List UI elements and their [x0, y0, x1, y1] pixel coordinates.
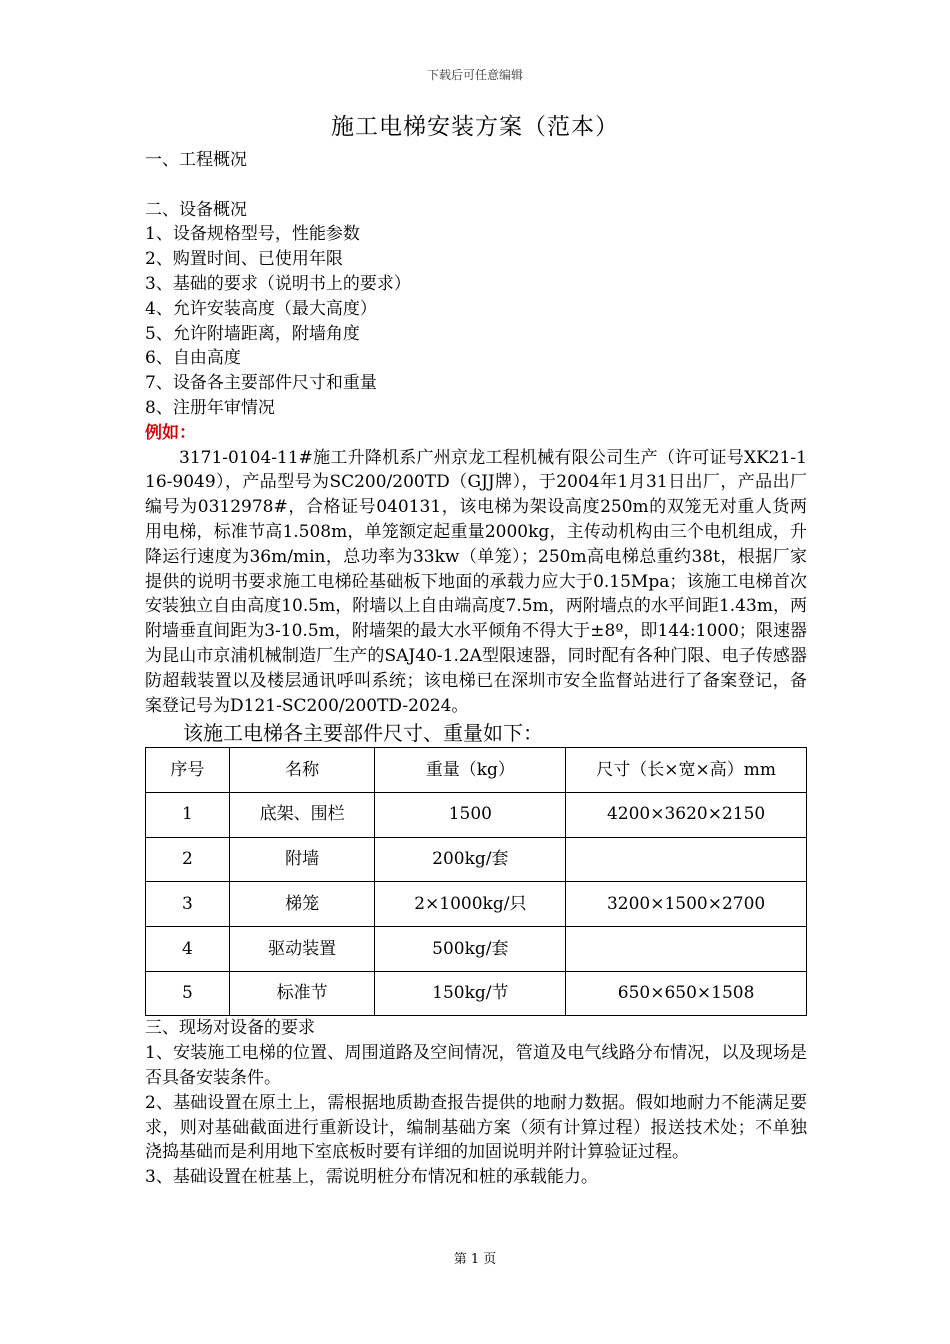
example-label: 例如：	[145, 422, 196, 443]
table-cell: 3200×1500×2700	[566, 882, 807, 927]
table-caption: 该施工电梯各主要部件尺寸、重量如下：	[183, 721, 543, 746]
section-heading-2: 二、设备概况	[145, 199, 247, 220]
table-cell: 标准节	[229, 971, 375, 1016]
table-row	[146, 927, 807, 972]
list-item: 2、购置时间、已使用年限	[145, 249, 343, 270]
example-paragraph: 3171-0104-11#施工升降机系广州京龙工程机械有限公司生产（许可证号XK21-116-9049），产品型号为SC200/200TD（GJJ牌），于2004年1月31日出厂，产品出厂编号为0312978#，合格证号040131，该电梯为架设高度250m的双笼无对重人货两用电梯，标准节高1.508m，单笼额定起重量2000kg，主传动机构由三个电机组成，升降运行速度为36m/min，总功率为33kw（单笼）；250m高电梯总重约38t，根据厂家提供的说明书要求施工电梯砼基础板下地面的承载力应大于0.15Mpa；该施工电梯首次安装独立自由高度10.5m，附墙以上自由端高度7.5m，两附墙点的水平间距1.43m，两附墙垂直间距为3-10.5m，附墙架的最大水平倾角不得大于±8º，即144:1000；限速器为昆山市京浦机械制造厂生产的SAJ40-1.2A型限速器，同时配有各种门限、电子传感器防超载装置以及楼层通讯呼叫系统；该电梯已在深圳市安全监督站进行了备案登记，备案登记号为D121-SC200/200TD-2024。	[145, 447, 807, 716]
table-header-cell: 名称	[229, 748, 375, 793]
table-cell: 2×1000kg/只	[375, 882, 566, 927]
table-cell: 500kg/套	[375, 927, 566, 972]
requirement-item: 2、基础设置在原土上，需根据地质勘查报告提供的地耐力数据。假如地耐力不能满足要求，则对基础截面进行重新设计，编制基础方案（须有计算过程）报送技术处；不单独浇捣基础而是利用地下室底板时要有详细的加固说明并附计算验证过程。	[145, 1092, 807, 1163]
table-header-cell: 尺寸（长×宽×高）mm	[566, 748, 807, 793]
list-item: 6、自由高度	[145, 348, 241, 369]
table-cell: 附墙	[229, 837, 375, 882]
table-cell: 650×650×1508	[566, 971, 807, 1016]
blank-line	[145, 173, 807, 198]
requirement-item: 1、安装施工电梯的位置、周围道路及空间情况，管道及电气线路分布情况，以及现场是否具备安装条件。	[145, 1043, 807, 1089]
section-heading-3: 三、现场对设备的要求	[145, 1018, 315, 1039]
table-cell: 1500	[375, 793, 566, 838]
table-row	[146, 971, 807, 1016]
header-note: 下载后可任意编辑	[426, 68, 523, 82]
list-item: 7、设备各主要部件尺寸和重量	[145, 373, 377, 394]
table-cell	[566, 927, 807, 972]
document-title: 施工电梯安装方案（范本）	[331, 114, 619, 140]
requirement-item: 3、基础设置在桩基上，需说明桩分布情况和桩的承载能力。	[145, 1167, 598, 1188]
table-cell: 4	[146, 927, 230, 972]
section-heading-1: 一、工程概况	[145, 150, 247, 170]
table-cell: 1	[146, 793, 230, 838]
components-table	[145, 747, 807, 1016]
table-header-row	[146, 748, 807, 793]
table-cell: 150kg/节	[375, 971, 566, 1016]
table-row	[146, 882, 807, 927]
list-item: 8、注册年审情况	[145, 397, 275, 418]
table-cell: 200kg/套	[375, 837, 566, 882]
table-cell: 5	[146, 971, 230, 1016]
page-number: 第 1 页	[453, 1252, 497, 1267]
table-row	[146, 793, 807, 838]
table-cell: 3	[146, 882, 230, 927]
table-cell: 驱动装置	[229, 927, 375, 972]
list-item: 1、设备规格型号，性能参数	[145, 224, 360, 245]
table-row	[146, 837, 807, 882]
list-item: 3、基础的要求（说明书上的要求）	[145, 273, 411, 294]
table-header-cell: 重量（kg）	[375, 748, 566, 793]
table-cell: 4200×3620×2150	[566, 793, 807, 838]
table-cell: 2	[146, 837, 230, 882]
document-body	[145, 148, 807, 1190]
table-cell: 梯笼	[229, 882, 375, 927]
table-cell: 底架、围栏	[229, 793, 375, 838]
list-item: 4、允许安装高度（最大高度）	[145, 298, 377, 319]
table-cell	[566, 837, 807, 882]
list-item: 5、允许附墙距离，附墙角度	[145, 323, 360, 344]
table-header-cell: 序号	[146, 748, 230, 793]
